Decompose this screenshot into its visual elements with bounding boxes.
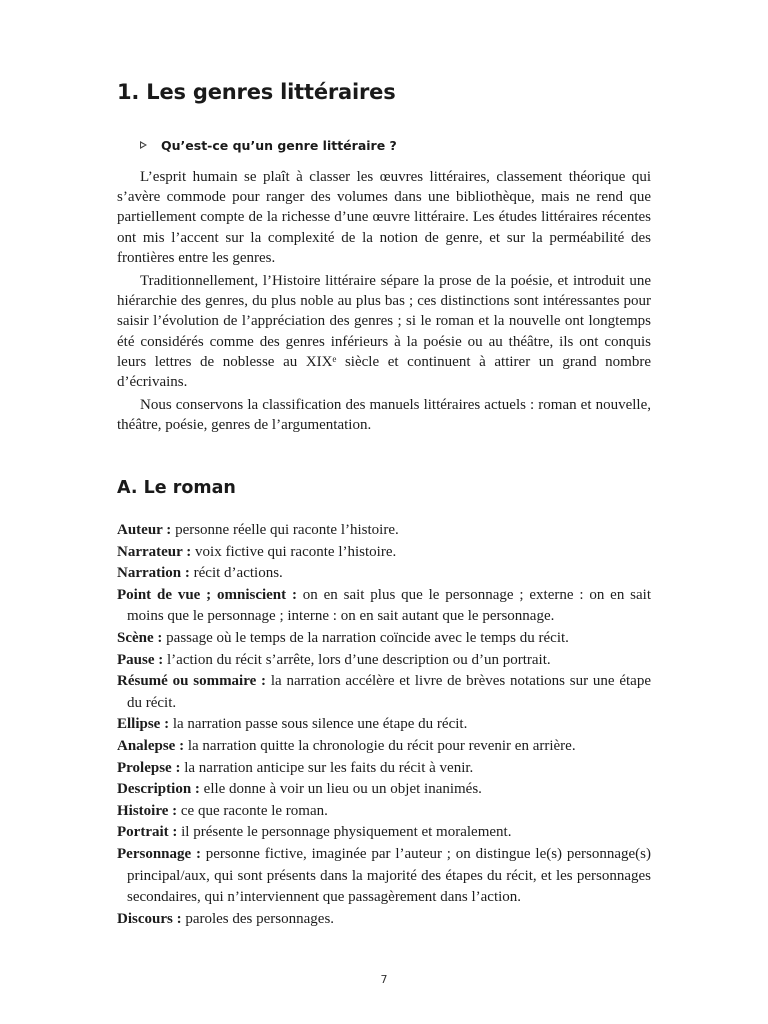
definition-text: la narration accélère et livre de brèves notations sur une étape du récit. <box>127 673 652 711</box>
definition-item <box>117 714 651 736</box>
definition-term: Personnage : <box>117 845 201 862</box>
definition-text: on en sait plus que le personnage ; externe : on en sait moins que le personnage ; interne : on en sait autant que le personnage. <box>127 586 651 625</box>
definition-item <box>117 542 651 564</box>
definition-term: Description : <box>117 781 200 798</box>
definition-item <box>117 628 651 650</box>
definition-item <box>117 909 651 931</box>
definition-item <box>117 801 651 823</box>
page-number: 7 <box>380 973 388 986</box>
definition-text: paroles des personnages. <box>181 910 335 927</box>
definition-term: Narrateur : <box>117 543 192 560</box>
section-title: A. Le roman <box>117 478 236 498</box>
definition-item <box>117 520 651 542</box>
definition-text: personne fictive, imaginée par l’auteur ; on distingue le(s) personnage(s) principal/aux, qui sont présents dans la majorité des étapes du récit, et les personnages secondaires, qui n’interviennent que passagèrement dans l’action. <box>127 845 651 906</box>
definition-term: Point de vue ; omniscient : <box>117 586 297 603</box>
definition-text: ce que raconte le roman. <box>177 802 328 819</box>
triangle-right-outline-icon <box>140 141 147 149</box>
definition-item <box>117 671 651 714</box>
chapter-title: 1. Les genres littéraires <box>117 80 396 104</box>
definition-item <box>117 758 651 780</box>
definition-item <box>117 585 651 628</box>
definition-item <box>117 563 651 585</box>
definition-term: Histoire : <box>117 802 178 819</box>
intro-text <box>117 167 651 439</box>
intro-paragraph: L’esprit humain se plaît à classer les œuvres littéraires, classement théorique qui s’avère commode pour ranger des volumes dans une bibliothèque, mais ne rend que partiellement compte de la richesse d’une œuvre littéraire. Les études littéraires récentes ont mis l’accent sur la complexité de la notion de genre, et sur la perméabilité des frontières entre les genres. <box>117 169 651 266</box>
question-heading <box>140 138 397 153</box>
definition-term: Scène : <box>117 629 163 646</box>
definition-list <box>117 520 651 930</box>
definition-text: la narration passe sous silence une étape du récit. <box>169 716 468 733</box>
intro-paragraph: Nous conservons la classification des manuels littéraires actuels : roman et nouvelle, théâtre, poésie, genres de l’argumentation. <box>117 397 651 434</box>
definition-term: Résumé ou sommaire : <box>117 673 267 690</box>
definition-term: Discours : <box>117 910 182 927</box>
definition-term: Ellipse : <box>117 716 170 733</box>
definition-text: voix fictive qui raconte l’histoire. <box>191 543 397 560</box>
definition-text: la narration quitte la chronologie du récit pour revenir en arrière. <box>184 737 576 754</box>
definition-text: elle donne à voir un lieu ou un objet inanimés. <box>199 781 482 798</box>
definition-text: l’action du récit s’arrête, lors d’une description ou d’un portrait. <box>163 651 551 668</box>
definition-term: Pause : <box>117 651 164 668</box>
definition-item <box>117 844 651 909</box>
definition-term: Portrait : <box>117 824 178 841</box>
definition-term: Analepse : <box>117 737 185 754</box>
question-text: Qu’est-ce qu’un genre littéraire ? <box>161 138 397 153</box>
definition-text: il présente le personnage physiquement et moralement. <box>177 824 512 841</box>
definition-item <box>117 650 651 672</box>
definition-term: Auteur : <box>117 522 172 538</box>
definition-item <box>117 779 651 801</box>
definition-text: personne réelle qui raconte l’histoire. <box>171 522 399 538</box>
definition-text: passage où le temps de la narration coïncide avec le temps du récit. <box>162 629 569 646</box>
definition-term: Prolepse : <box>117 759 181 776</box>
definition-item <box>117 822 651 844</box>
definition-text: la narration anticipe sur les faits du récit à venir. <box>180 759 474 776</box>
intro-paragraph: Traditionnellement, l’Histoire littéraire sépare la prose de la poésie, et introduit une hiérarchie des genres, du plus noble au plus bas ; ces distinctions sont intéressantes pour saisir l’évolution de l’appréciation des genres ; si le roman et la nouvelle ont longtemps été considérés comme des genres inférieurs à la poésie ou au théâtre, ils ont conquis leurs lettres de noblesse au XIXᵉ siècle et continuent à attirer un grand nombre d’écrivains. <box>117 273 651 391</box>
definition-item <box>117 736 651 758</box>
definition-text: récit d’actions. <box>189 565 283 582</box>
definition-term: Narration : <box>117 565 190 582</box>
